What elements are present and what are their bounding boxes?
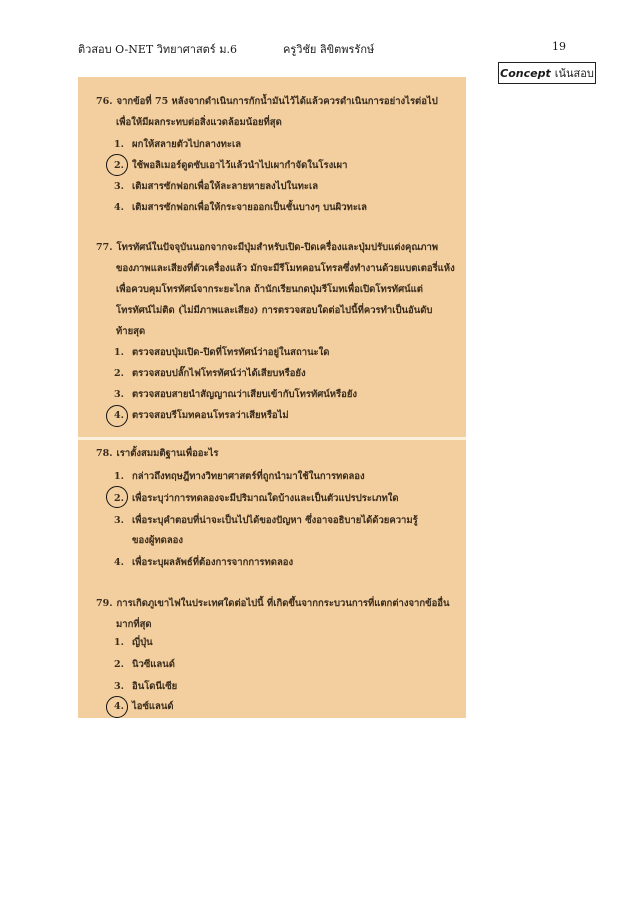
focus-exam-label: เน้นสอบ — [554, 67, 594, 80]
q78-choice-3-cont: ของผู้ทดลอง — [132, 535, 184, 546]
page-number: 19 — [552, 40, 566, 53]
q76-choice-2: 2. ใช้พอลิเมอร์ดูดซับเอาไว้แล้วนำไปเผากำจัดในโรงเผา — [114, 160, 348, 171]
q79-choice-4: 4. ไอซ์แลนด์ — [114, 701, 174, 712]
question-text-cont: เพื่อให้มีผลกระทบต่อสิ่งแวดล้อมน้อยที่สุด — [116, 117, 282, 128]
scanned-exam-page — [78, 77, 466, 718]
q76-choice-3: 3. เติมสารซักฟอกเพื่อให้ละลายหายลงไปในทะเล — [114, 181, 319, 192]
q78-choice-4: 4. เพื่อระบุผลลัพธ์ที่ต้องการจากการทดลอง — [114, 557, 294, 568]
q77-choice-4: 4. ตรวจสอบรีโมทคอนโทรลว่าเสียหรือไม่ — [114, 410, 289, 421]
q79-choice-3: 3. อินโดนีเซีย — [114, 681, 178, 692]
answer-circle-q78 — [106, 486, 128, 508]
header-course-title: ติวสอบ O-NET วิทยาศาสตร์ ม.6 — [78, 43, 237, 56]
q78-choice-3: 3. เพื่อระบุคำตอบที่น่าจะเป็นไปได้ของปัญหา ซึ่งอาจอธิบายได้ด้วยความรู้ — [114, 515, 418, 526]
q77-choice-1: 1. ตรวจสอบปุ่มเปิด-ปิดที่โทรทัศน์ว่าอยู่ในสถานะใด — [114, 347, 330, 358]
answer-circle-q79 — [106, 696, 128, 718]
q76-choice-4: 4. เติมสารซักฟอกเพื่อให้กระจายออกเป็นชั้นบางๆ บนผิวทะเล — [114, 202, 367, 213]
scan-divider — [78, 437, 466, 440]
question-76-stem — [96, 91, 438, 133]
question-text: จากข้อที่ 75 หลังจากดำเนินการกักน้ำมันไว้ได้แล้วควรดำเนินการอย่างไรต่อไป — [116, 96, 438, 107]
concept-label: Concept — [500, 66, 551, 80]
q78-choice-1: 1. กล่าวถึงทฤษฎีทางวิทยาศาสตร์ที่ถูกนำมาใช้ในการทดลอง — [114, 471, 365, 482]
page-header — [0, 40, 638, 60]
question-79-stem: 79. การเกิดภูเขาไฟในประเทศใดต่อไปนี้ ที่เกิดขึ้นจากกระบวนการที่แตกต่างจากข้ออื่น มากที่สุด — [96, 598, 450, 630]
q77-choice-3: 3. ตรวจสอบสายนำสัญญาณว่าเสียบเข้ากับโทรทัศน์หรือยัง — [114, 389, 358, 400]
answer-circle-q77 — [106, 405, 128, 427]
concept-badge — [498, 62, 596, 84]
header-teacher-name: ครูวิชัย ลิขิตพรรักษ์ — [283, 43, 375, 56]
q76-choice-1: 1. ผกให้สลายตัวไปกลางทะเล — [114, 139, 242, 150]
question-78-stem: 78. เราตั้งสมมติฐานเพื่ออะไร — [96, 448, 219, 459]
q77-choice-2: 2. ตรวจสอบปลั๊กไฟโทรทัศน์ว่าได้เสียบหรือยัง — [114, 368, 306, 379]
q79-choice-1: 1. ญี่ปุ่น — [114, 637, 153, 648]
answer-circle-q76 — [106, 154, 128, 176]
question-number: 76. — [96, 96, 113, 107]
question-77-stem: 77. โทรทัศน์ในปัจจุบันนอกจากจะมีปุ่มสำหรับเปิด-ปิดเครื่องและปุ่มปรับแต่งคุณภาพ ของภาพและเสียงที่ตัวเครื่องแล้ว มักจะมีรีโมทคอนโทรลซึ่งทำงานด้วยแบตเตอรี่แห้ง เพื่อควบคุมโทรทัศน์จากระยะไกล ถ้านักเรียนกดปุ่มรีโมทเพื่อเปิดโทรทัศน์แต่ โทรทัศน์ไม่ติด (ไม่มีภาพและเสียง) การตรวจสอบใดต่อไปนี้ที่ควรทำเป็นอันดับ ท้ายสุด — [96, 242, 455, 337]
q79-choice-2: 2. นิวซีแลนด์ — [114, 659, 175, 670]
q78-choice-2: 2. เพื่อระบุว่าการทดลองจะมีปริมาณใดบ้างและเป็นตัวแปรประเภทใด — [114, 493, 399, 504]
